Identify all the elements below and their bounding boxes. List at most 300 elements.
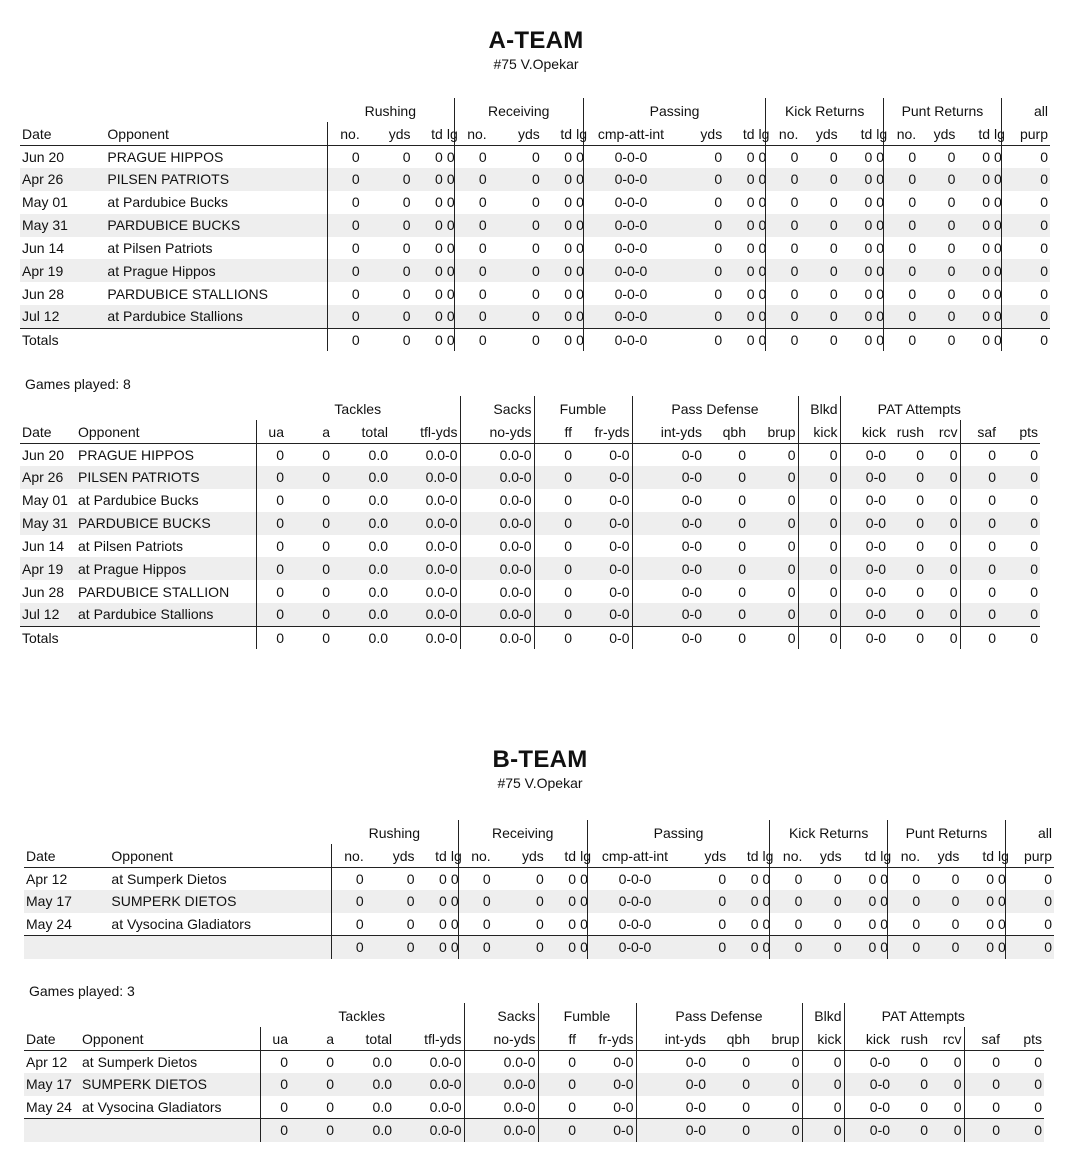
totals-cell: 0-0-0	[587, 936, 682, 959]
stat-cell: 0-0-0	[583, 168, 678, 191]
game-date: Jul 12	[20, 603, 76, 626]
stat-cell: 0	[864, 194, 873, 211]
stat-cell: 0	[714, 240, 723, 256]
stat-cell: 0	[757, 168, 766, 191]
stat-cell: 0	[960, 603, 998, 626]
totals-cell: 0	[982, 331, 991, 348]
column-header-no-yds: no-yds	[464, 1027, 538, 1050]
stat-cell: 0	[454, 168, 489, 191]
group-header-fumble: Fumble	[534, 396, 632, 420]
a-team-defense-table	[20, 396, 1050, 649]
stat-cell: 0	[322, 492, 330, 509]
column-header-pts: pts	[1002, 1027, 1044, 1050]
stat-cell: 0-0	[578, 1096, 636, 1119]
stat-cell: 0	[908, 240, 917, 256]
stat-cell: 0	[884, 305, 919, 328]
stat-cell: 0	[445, 168, 454, 191]
column-header-kick: kick	[840, 420, 888, 443]
game-date: May 17	[24, 890, 109, 913]
stat-cell: 0	[454, 305, 489, 328]
stat-cell: 0	[489, 168, 542, 191]
totals-cell	[105, 328, 327, 351]
stat-cell: 0	[930, 1073, 964, 1096]
totals-cell: 0	[790, 331, 799, 348]
totals-cell: 0-0	[578, 1119, 636, 1142]
stat-cell: 0	[290, 1073, 336, 1096]
stat-cell: 0	[1001, 305, 1050, 328]
b-team-title: B-TEAM	[492, 746, 588, 773]
stat-cell: 0	[874, 191, 883, 214]
stat-cell: 0.0	[332, 512, 390, 535]
stat-cell: 0	[678, 305, 724, 328]
totals-cell: 0	[322, 629, 330, 646]
column-header-ff: ff	[538, 1027, 578, 1050]
stat-cell: 0	[402, 285, 411, 302]
stat-cell: 0-0	[636, 1073, 708, 1096]
totals-cell: 0	[260, 1119, 290, 1142]
column-header-kick: kick	[844, 1027, 892, 1050]
stat-cell: 0	[884, 259, 919, 282]
stat-cell: 0	[493, 913, 546, 936]
stat-cell: 0	[874, 214, 883, 237]
column-header-ff: ff	[534, 420, 574, 443]
game-date: Jul 12	[20, 305, 105, 328]
totals-cell: 0	[708, 1119, 752, 1142]
stat-cell: 0	[748, 512, 798, 535]
stat-cell: 0	[947, 285, 956, 302]
a-team-title: A-TEAM	[488, 27, 584, 54]
stat-cell: 0	[724, 259, 756, 282]
stat-cell: 0	[574, 191, 583, 214]
totals-label: Totals	[22, 629, 59, 646]
stat-cell: 0	[534, 466, 574, 489]
stat-cell: 0-0-0	[587, 890, 682, 913]
stat-cell: 0	[878, 867, 887, 890]
totals-row	[24, 936, 1054, 959]
game-date: Jun 14	[22, 240, 65, 256]
stat-cell: 0	[746, 194, 755, 211]
stat-cell: 0	[738, 492, 746, 509]
stat-cell: 0	[964, 1073, 1002, 1096]
stat-cell: 0	[449, 890, 458, 913]
stat-cell: 0	[534, 512, 574, 535]
column-header-yds: yds	[804, 844, 843, 867]
stat-cell: 0	[800, 259, 839, 282]
column-header-qbh: qbh	[704, 420, 748, 443]
game-date: Jun 20	[22, 446, 65, 463]
stat-cell: 0	[992, 168, 1001, 191]
totals-cell: 0	[748, 626, 798, 649]
game-row	[20, 214, 1050, 237]
stat-cell: 0	[682, 913, 728, 936]
stat-cell: 0-0	[632, 466, 704, 489]
stat-cell: 0	[992, 237, 1001, 260]
stat-cell: 0.0-0	[464, 1050, 538, 1073]
totals-cell: 0	[493, 936, 546, 959]
stat-cell: 0	[916, 538, 925, 554]
stat-cell: 0	[992, 214, 1001, 237]
stat-cell: 0.0-0	[394, 1096, 464, 1119]
stat-cell: 0	[276, 538, 284, 554]
stat-cell: 0	[482, 870, 491, 887]
totals-cell: 0	[804, 936, 843, 959]
column-header-purp: purp	[1005, 844, 1054, 867]
stat-cell: 0-0-0	[618, 870, 652, 887]
stat-cell: 0-0	[865, 583, 887, 600]
game-row	[20, 191, 1050, 214]
stat-cell: 0	[478, 194, 487, 211]
stat-cell: 0	[790, 240, 799, 256]
column-header-int-yds: int-yds	[632, 420, 704, 443]
stat-cell: 0	[840, 214, 875, 237]
stat-cell: 0	[531, 148, 540, 165]
stat-cell: 0	[574, 168, 583, 191]
stat-cell: 0	[542, 305, 574, 328]
stat-cell: 0-0	[840, 557, 888, 580]
stat-cell: 0	[790, 194, 799, 211]
stat-cell: 0	[888, 557, 926, 580]
stat-cell: 0-0-0	[583, 259, 678, 282]
stat-cell: 0	[454, 214, 489, 237]
column-header-a: a	[286, 420, 332, 443]
stat-cell: 0-0	[574, 535, 632, 558]
game-date: Jun 20	[22, 148, 65, 165]
stat-cell: 0	[1002, 1073, 1044, 1096]
stat-cell: 0	[1040, 240, 1048, 256]
stat-cell: 0	[998, 603, 1040, 626]
stat-cell: 0.0	[336, 1096, 394, 1119]
stat-cell: 0.0-0	[460, 580, 534, 603]
stat-cell: 0	[992, 145, 1001, 168]
game-row	[20, 535, 1050, 558]
stat-cell: 0	[351, 194, 360, 211]
stat-cell: 0	[260, 1073, 290, 1096]
totals-cell: 0	[844, 936, 879, 959]
stat-cell: 0	[534, 603, 574, 626]
column-header-fr-yds: fr-yds	[574, 420, 632, 443]
stat-cell: 0.0-0	[460, 443, 534, 466]
stat-cell: 0	[874, 282, 883, 305]
stat-cell: 0	[478, 240, 487, 256]
game-row	[24, 913, 1054, 936]
stat-cell: 0	[542, 259, 574, 282]
totals-cell: 0	[435, 331, 443, 348]
stat-cell: 0	[982, 285, 991, 302]
stat-cell: 0	[568, 870, 577, 887]
stat-cell: 0	[790, 148, 799, 165]
game-row	[24, 890, 1054, 913]
stat-cell: 0	[574, 214, 583, 237]
stat-cell: 0.0	[336, 1073, 394, 1096]
game-row	[20, 466, 1050, 489]
game-date: Jun 28	[22, 583, 65, 600]
game-date: May 17	[24, 1073, 80, 1096]
totals-row	[20, 626, 1050, 649]
stat-cell: 0	[888, 913, 923, 936]
stat-cell: 0	[798, 512, 840, 535]
column-header-purp: purp	[1001, 122, 1050, 145]
game-opponent: SUMPERK DIETOS	[80, 1073, 260, 1096]
column-header-date: Date	[24, 844, 109, 867]
totals-cell: 0	[351, 331, 360, 348]
stat-cell: 0	[531, 194, 540, 211]
game-date: May 31	[20, 512, 76, 535]
stat-cell: 0	[678, 259, 724, 282]
stat-cell: 0	[458, 890, 493, 913]
stat-cell: 0-0	[574, 512, 632, 535]
stat-cell: 0	[996, 867, 1005, 890]
totals-cell: 0	[417, 936, 449, 959]
totals-cell: 0-0	[636, 1119, 708, 1142]
game-row	[24, 867, 1054, 890]
totals-cell: 0	[798, 626, 840, 649]
stat-cell: 0	[435, 285, 443, 302]
column-header-kick: kick	[798, 420, 840, 443]
group-header-blkd: Blkd	[798, 396, 840, 420]
stat-cell: 0	[327, 259, 362, 282]
stat-cell: 0	[1005, 890, 1054, 913]
stat-cell: 0	[957, 305, 992, 328]
stat-cell: 0.0	[372, 1053, 392, 1070]
stat-cell: 0	[926, 557, 960, 580]
totals-cell: 0	[770, 936, 805, 959]
stat-cell: 0	[256, 512, 286, 535]
stat-cell: 0.0	[368, 583, 388, 600]
game-opponent: PRAGUE HIPPOS	[76, 443, 256, 466]
game-opponent: at Sumperk Dietos	[109, 867, 331, 890]
group-header-blank	[24, 820, 331, 844]
stat-cell: 0	[489, 305, 542, 328]
stat-cell: 0	[445, 305, 454, 328]
b-team-player: #75 V.Opekar	[497, 775, 583, 791]
totals-cell: 0	[546, 936, 578, 959]
stat-cell: 0	[746, 285, 755, 302]
group-header-kick-returns: Kick Returns	[770, 820, 888, 844]
stat-cell: 0	[992, 305, 1001, 328]
group-header-tackles: Tackles	[256, 396, 460, 420]
stat-cell: 0	[682, 890, 728, 913]
stat-cell: 0	[961, 913, 996, 936]
column-header-tfl-yds: tfl-yds	[390, 420, 460, 443]
game-row	[24, 1073, 1054, 1096]
game-opponent: PARDUBICE BUCKS	[76, 512, 256, 535]
game-opponent: at Prague Hippos	[76, 557, 256, 580]
stat-cell: 0	[750, 870, 759, 887]
column-header-lg: lg	[445, 122, 454, 145]
stat-cell: 0	[331, 913, 366, 936]
stat-cell: 0	[998, 512, 1040, 535]
game-row	[20, 557, 1050, 580]
stat-cell: 0	[362, 168, 413, 191]
stat-cell: 0	[538, 1096, 578, 1119]
stat-cell: 0	[957, 168, 992, 191]
stat-cell: 0	[1001, 214, 1050, 237]
stat-cell: 0	[798, 535, 840, 558]
stat-cell: 0	[1001, 168, 1050, 191]
stat-cell: 0	[728, 913, 760, 936]
stat-cell: 0	[435, 240, 443, 256]
game-date: May 01	[22, 492, 68, 509]
stat-cell: 0	[992, 1053, 1001, 1070]
stat-cell: 0	[766, 214, 801, 237]
stat-cell: 0	[926, 535, 960, 558]
totals-cell: 0	[992, 328, 1001, 351]
game-opponent: PARDUBICE BUCKS	[105, 214, 327, 237]
stat-cell: 0	[718, 870, 727, 887]
stat-cell: 0	[752, 1050, 802, 1073]
stat-cell: 0	[413, 305, 445, 328]
stat-cell: 0-0	[574, 603, 632, 626]
totals-cell: 0	[746, 331, 755, 348]
column-header-yds: yds	[800, 122, 839, 145]
totals-cell: 0.0-0	[394, 1119, 464, 1142]
stat-cell: 0	[748, 580, 798, 603]
stat-cell: 0	[351, 148, 360, 165]
stat-cell: 0-0	[574, 443, 632, 466]
stat-cell: 0	[724, 214, 756, 237]
stat-cell: 0	[829, 240, 838, 256]
column-header-td: td	[542, 122, 574, 145]
stat-cell: 0	[884, 168, 919, 191]
stat-cell: 0	[802, 1073, 844, 1096]
stat-cell: 0	[413, 214, 445, 237]
stat-cell: 0	[878, 913, 887, 936]
stat-cell: 0	[961, 890, 996, 913]
column-header-td: td	[417, 844, 449, 867]
stat-cell: 0	[1040, 194, 1048, 211]
stat-cell: 0	[256, 557, 286, 580]
stat-cell: 0	[951, 870, 960, 887]
stat-cell: 0.0-0	[390, 557, 460, 580]
totals-cell: 0	[761, 936, 770, 959]
stat-cell: 0-0	[844, 1096, 892, 1119]
game-opponent: at Vysocina Gladiators	[80, 1096, 260, 1119]
stat-cell: 0	[798, 466, 840, 489]
stat-cell: 0	[804, 913, 843, 936]
game-opponent: PILSEN PATRIOTS	[105, 168, 327, 191]
column-header-no: no.	[458, 844, 493, 867]
group-header-row	[20, 98, 1050, 122]
stat-cell: 0	[574, 305, 583, 328]
column-header-yds: yds	[678, 122, 724, 145]
game-opponent: at Pardubice Bucks	[105, 191, 327, 214]
column-header-qbh: qbh	[708, 1027, 752, 1050]
stat-cell: 0	[738, 583, 746, 600]
game-opponent: PARDUBICE STALLIONS	[105, 282, 327, 305]
stat-cell: 0	[840, 259, 875, 282]
stat-cell: 0	[678, 168, 724, 191]
column-header-lg: lg	[574, 122, 583, 145]
stat-cell: 0	[435, 148, 443, 165]
stat-cell: 0-0	[840, 512, 888, 535]
stat-cell: 0	[568, 1053, 576, 1070]
stat-cell: 0	[800, 168, 839, 191]
stat-cell: 0	[574, 145, 583, 168]
stat-cell: 0	[449, 867, 458, 890]
stat-cell: 0	[445, 259, 454, 282]
column-header-lg: lg	[757, 122, 766, 145]
game-date: Apr 26	[20, 168, 105, 191]
stat-cell: 0	[982, 240, 991, 256]
stat-cell: 0	[964, 1096, 1002, 1119]
totals-cell: 0	[574, 328, 583, 351]
stat-cell: 0	[326, 1053, 334, 1070]
group-header-blank	[998, 396, 1050, 420]
stat-cell: 0	[704, 557, 748, 580]
game-date: May 31	[20, 214, 105, 237]
stat-cell: 0-0	[578, 1073, 636, 1096]
stat-cell: 0-0	[632, 512, 704, 535]
game-row	[20, 145, 1050, 168]
column-header-no-yds: no-yds	[460, 420, 534, 443]
stat-cell: 0	[802, 1050, 844, 1073]
stat-cell: 0	[417, 913, 449, 936]
stat-cell: 0-0	[865, 538, 887, 554]
totals-cell: 0	[829, 331, 838, 348]
column-header-no: no.	[766, 122, 801, 145]
stat-cell: 0	[918, 259, 957, 282]
group-header-row	[24, 820, 1054, 844]
stat-cell: 0	[714, 194, 723, 211]
totals-cell: 0	[331, 936, 366, 959]
column-header-row	[24, 844, 1054, 867]
group-header-row	[24, 1003, 1054, 1027]
stat-cell: 0	[413, 168, 445, 191]
stat-cell: 0	[708, 1073, 752, 1096]
stat-cell: 0.0-0	[460, 489, 534, 512]
stat-cell: 0	[322, 446, 330, 463]
column-header-no: no.	[454, 122, 489, 145]
stat-cell: 0	[1002, 1096, 1044, 1119]
stat-cell: 0	[276, 446, 284, 463]
column-header-opponent: Opponent	[76, 420, 256, 443]
totals-cell: 0	[538, 1119, 578, 1142]
stat-cell: 0	[564, 194, 573, 211]
stat-cell: 0	[290, 1096, 336, 1119]
stat-cell: 0	[912, 870, 921, 887]
totals-cell: 0	[366, 936, 417, 959]
stat-cell: 0	[908, 194, 917, 211]
game-row	[20, 603, 1050, 626]
column-header-td: td	[724, 122, 756, 145]
stat-cell: 0	[435, 194, 443, 211]
stat-cell: 0	[724, 305, 756, 328]
totals-cell: 0-0	[574, 626, 632, 649]
stat-cell: 0	[678, 214, 724, 237]
totals-cell: 0	[478, 331, 487, 348]
stat-cell: 0	[366, 890, 417, 913]
stat-cell: 0	[829, 148, 838, 165]
totals-cell: 0	[908, 331, 917, 348]
stat-cell: 0	[458, 913, 493, 936]
column-header-rcv: rcv	[926, 420, 960, 443]
stat-cell: 0	[748, 557, 798, 580]
stat-cell: 0	[738, 538, 746, 554]
stat-cell: 0	[794, 870, 803, 887]
column-header-opponent: Opponent	[109, 844, 331, 867]
stat-cell: 0	[982, 194, 991, 211]
stat-cell: 0	[892, 1096, 930, 1119]
column-header-yds: yds	[493, 844, 546, 867]
stat-cell: 0	[988, 446, 997, 463]
stat-cell: 0	[757, 237, 766, 260]
totals-cell: 0	[757, 328, 766, 351]
totals-cell: 0	[874, 328, 883, 351]
stat-cell: 0.0	[332, 603, 390, 626]
stat-cell: 0	[546, 913, 578, 936]
stat-cell: 0-0	[574, 557, 632, 580]
totals-cell: 0	[1030, 629, 1039, 646]
